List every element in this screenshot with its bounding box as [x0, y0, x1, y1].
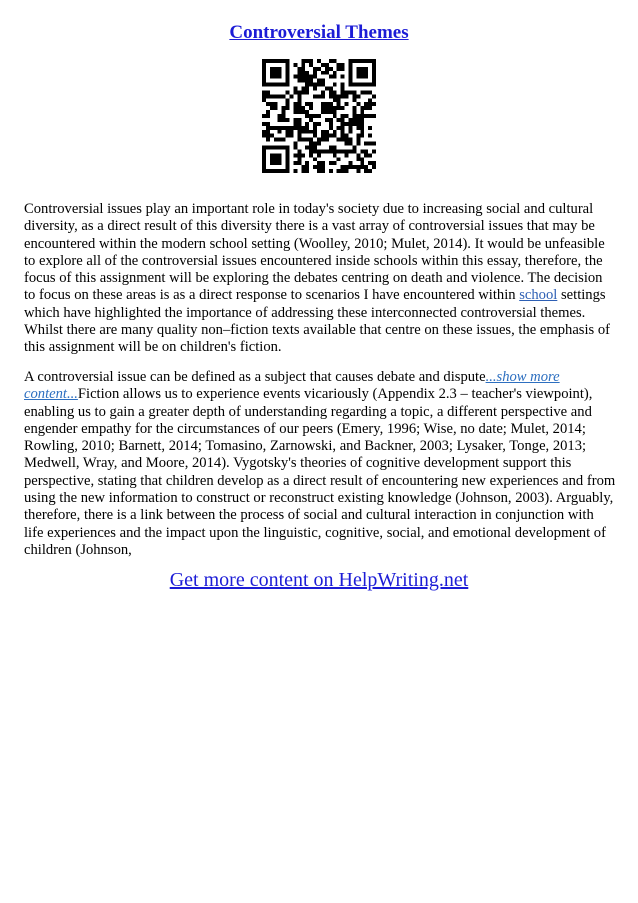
paragraph-2	[24, 369, 616, 559]
qr-code-icon	[262, 59, 376, 173]
paragraph-1	[24, 201, 616, 357]
paragraph-1-text-a: Controversial issues play an important role in today's society due to increasing social and cultural diversity, as a direct result of this diversity there is a vast array of controversial issues that may be encountered within the modern school setting (Woolley, 2010; Mulet, 2014). It would be unfeasible to explore all of the controversial issues encountered inside schools within this essay, therefore, the focus of this assignment will be exploring the debates centring on death and violence. The decision to focus on these areas is as a direct response to scenarios I have encountered within	[24, 201, 605, 304]
paragraph-1-text-b: settings which have highlighted the importance of addressing these interconnected controversial themes. Whilst there are many quality non–fiction texts available that centre on these issues, the emphasis of this assignment will be on children's fiction.	[24, 287, 611, 356]
get-more-content-link[interactable]: Get more content on HelpWriting.net	[169, 569, 469, 591]
title-link[interactable]: Controversial Themes	[229, 22, 409, 43]
show-more-link[interactable]: ...show more content...	[24, 369, 560, 403]
paragraph-2-text-a: A controversial issue can be defined as a subject that causes debate and dispute	[24, 369, 486, 385]
school-link[interactable]: school	[519, 287, 558, 304]
footer	[0, 569, 638, 592]
document-title	[0, 22, 638, 44]
paragraph-2-text-b: Fiction allows us to experience events vicariously (Appendix 2.3 – teacher's viewpoint), enabling us to gain a greater depth of understanding regarding a topic, a different perspective and engender empathy for the circumstances of our peers (Emery, 1996; Wise, no date; Mulet, 2014; Rowling, 2010; Barnett, 2014; Tomasino, Zarnowski, and Backner, 2003; Lysaker, Tonge, 2013; Medwell, Wray, and Moore, 2014). Vygotsky's theories of cognitive development support this perspective, stating that children develop as a direct result of encountering new experiences and from using the new information to construct or reconstruct existing knowledge (Johnson, 2003). Arguably, therefore, there is a link between the process of social and cultural interaction in conjunction with life experiences and the impact upon the linguistic, cognitive, social, and emotional development of children (Johnson,	[24, 386, 616, 558]
